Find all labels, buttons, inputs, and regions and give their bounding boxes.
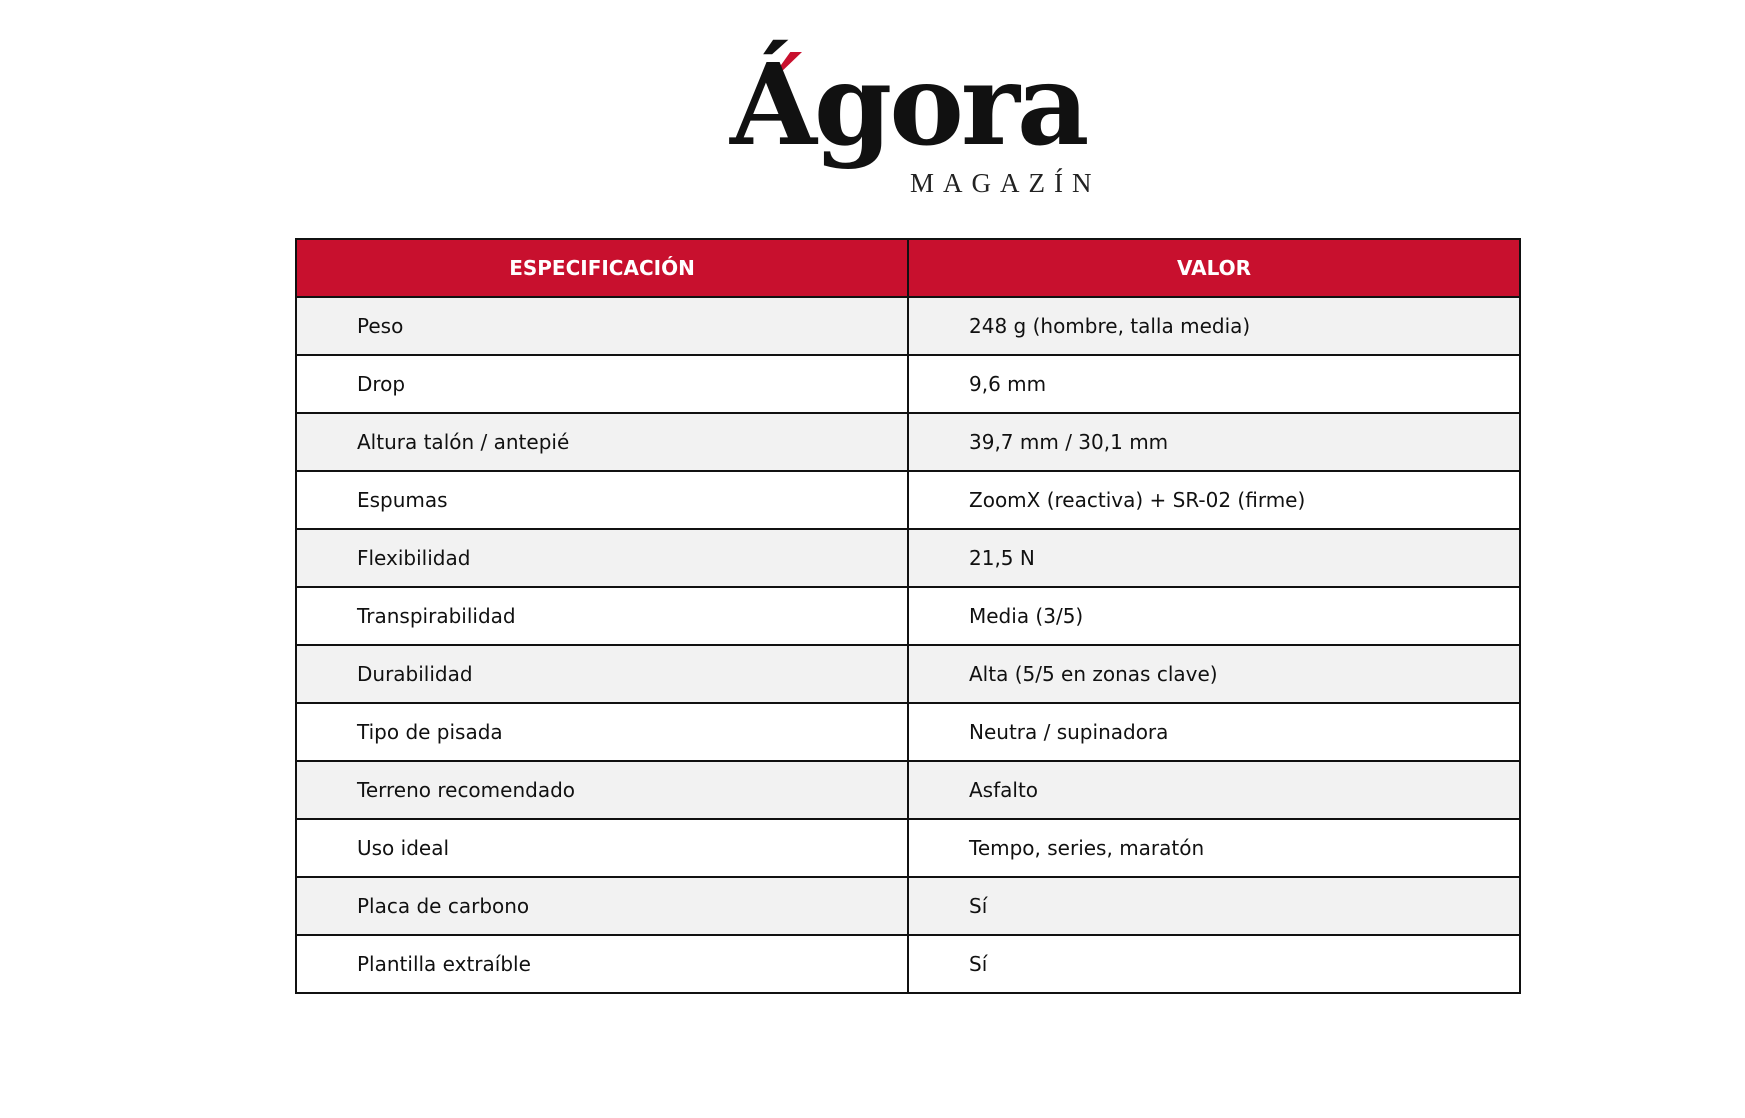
spec-name: Altura talón / antepié: [296, 413, 908, 471]
table-row: [296, 471, 1520, 529]
spec-name: Durabilidad: [296, 645, 908, 703]
specifications-table: [295, 238, 1521, 994]
agora-magazin-logo: [730, 40, 1101, 200]
table-row: [296, 819, 1520, 877]
spec-name: Plantilla extraíble: [296, 935, 908, 993]
spec-name: Terreno recomendado: [296, 761, 908, 819]
spec-name: Espumas: [296, 471, 908, 529]
spec-value: Alta (5/5 en zonas clave): [908, 645, 1520, 703]
spec-value: Tempo, series, maratón: [908, 819, 1520, 877]
spec-name: Peso: [296, 297, 908, 355]
spec-value: ZoomX (reactiva) + SR-02 (firme): [908, 471, 1520, 529]
spec-value: Sí: [908, 877, 1520, 935]
spec-name: Uso ideal: [296, 819, 908, 877]
logo-title: Ágora: [730, 40, 1087, 171]
table-row: [296, 877, 1520, 935]
spec-value: Media (3/5): [908, 587, 1520, 645]
spec-name: Flexibilidad: [296, 529, 908, 587]
spec-value: Sí: [908, 935, 1520, 993]
table-row: [296, 761, 1520, 819]
spec-value: 9,6 mm: [908, 355, 1520, 413]
spec-value: 39,7 mm / 30,1 mm: [908, 413, 1520, 471]
spec-value: 21,5 N: [908, 529, 1520, 587]
spec-value: Asfalto: [908, 761, 1520, 819]
header-valor: VALOR: [908, 239, 1520, 297]
spec-name: Tipo de pisada: [296, 703, 908, 761]
table-row: [296, 935, 1520, 993]
spec-value: 248 g (hombre, talla media): [908, 297, 1520, 355]
table-row: [296, 587, 1520, 645]
logo-subtitle: MAGAZÍN: [910, 168, 1101, 198]
spec-name: Drop: [296, 355, 908, 413]
table-row: [296, 703, 1520, 761]
spec-value: Neutra / supinadora: [908, 703, 1520, 761]
table-row: [296, 645, 1520, 703]
table-header-row: [296, 239, 1520, 297]
table-row: [296, 413, 1520, 471]
spec-name: Transpirabilidad: [296, 587, 908, 645]
table-row: [296, 297, 1520, 355]
spec-name: Placa de carbono: [296, 877, 908, 935]
table-row: [296, 355, 1520, 413]
header-especificacion: ESPECIFICACIÓN: [296, 239, 908, 297]
table-row: [296, 529, 1520, 587]
